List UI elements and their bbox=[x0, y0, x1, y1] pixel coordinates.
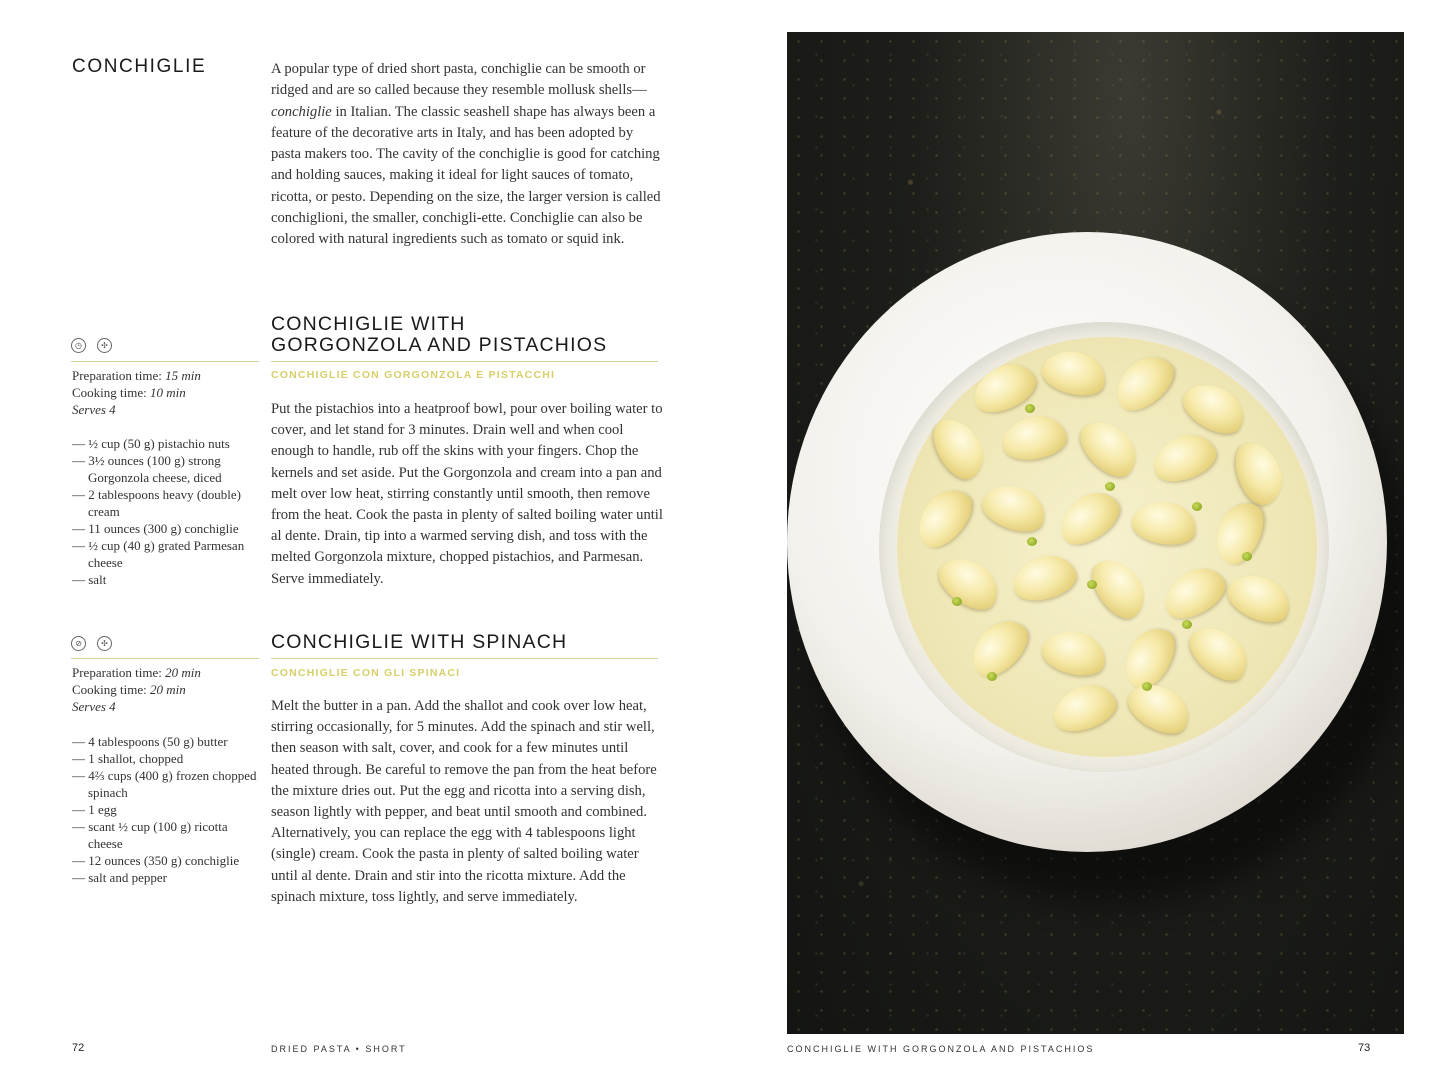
recipe1-title-rule bbox=[271, 361, 658, 362]
recipe2-side-rule bbox=[71, 658, 259, 659]
recipe1-title bbox=[271, 314, 671, 356]
cook-value: 10 min bbox=[150, 385, 186, 400]
pistachio-piece bbox=[1027, 537, 1037, 546]
pistachio-piece bbox=[1192, 502, 1202, 511]
pistachio-piece bbox=[1242, 552, 1252, 561]
pistachio-piece bbox=[987, 672, 997, 681]
recipe1-meta bbox=[72, 367, 262, 418]
recipe1-prep-time bbox=[72, 367, 262, 384]
cook-label: Cooking time: bbox=[72, 385, 150, 400]
recipe2-method: Melt the butter in a pan. Add the shallot and cook over low heat, stirring occasionally, for 5 minutes. Add the spinach and stir well, then season with salt, cover, and cook for a few minutes until heated through. Be careful to remove the pan from the heat before the mixture dries out. Put the egg and ricotta into a serving dish, season lightly with pepper, and beat until smooth and combined. Alternatively, you can replace the egg with 4 tablespoons light (single) cream. Cook the pasta in plenty of salted boiling water until al dente. Drain and stir into the ricotta mixture. Add the spinach mixture, toss lightly, and serve immediately. bbox=[271, 698, 657, 905]
recipe2-subtitle: CONCHIGLIE CON GLI SPINACI bbox=[271, 667, 461, 679]
cook-label: Cooking time: bbox=[72, 682, 150, 697]
ingredient-item: — 3½ ounces (100 g) strong Gorgonzola cheese, diced bbox=[72, 452, 262, 486]
prep-value: 20 min bbox=[165, 665, 201, 680]
intro-text-end: in Italian. The classic seashell shape has always been a feature of the decorative arts in Italy, and has been adopted by pasta makers too. The cavity of the conchiglie is good for catching and holding sauces, making it ideal for light sauces of tomato, ricotta, or pesto. Depending on the size, the larger version is called conchiglioni, the smaller, conchigli-ette. Conchiglie can also be colored with natural ingredients such as tomato or squid ink. bbox=[271, 103, 661, 248]
recipe1-title-line1: CONCHIGLIE WITH bbox=[271, 313, 466, 335]
ingredient-item: — 4 tablespoons (50 g) butter bbox=[72, 733, 262, 750]
recipe2-icons bbox=[71, 636, 112, 651]
cook-value: 20 min bbox=[150, 682, 186, 697]
recipe2-prep-time bbox=[72, 664, 262, 681]
recipe2-title bbox=[271, 632, 671, 653]
recipe2-ingredients bbox=[72, 733, 262, 886]
ingredient-item: — salt and pepper bbox=[72, 869, 262, 886]
section-title: CONCHIGLIE bbox=[72, 56, 207, 77]
prep-value: 15 min bbox=[165, 368, 201, 383]
ingredient-item: — ½ cup (50 g) pistachio nuts bbox=[72, 435, 262, 452]
intro-text-start: A popular type of dried short pasta, conchiglie can be smooth or ridged and are so called because they resemble mollusk shells— bbox=[271, 61, 647, 99]
ingredient-item: — 2 tablespoons heavy (double) cream bbox=[72, 486, 262, 520]
pistachio-piece bbox=[1182, 620, 1192, 629]
recipe1-title-line2: GORGONZOLA AND PISTACHIOS bbox=[271, 334, 608, 356]
recipe2-meta bbox=[72, 664, 262, 715]
bowl-of-conchiglie-pasta-photo bbox=[787, 32, 1404, 1034]
wheel-icon: ✣ bbox=[97, 636, 112, 651]
ingredient-item: — salt bbox=[72, 571, 262, 588]
recipe1-method: Put the pistachios into a heatproof bowl, pour over boiling water to cover, and let stand for 3 minutes. Drain well and when cool enough to handle, rub off the skins with your fingers. Chop the kernels and set aside. Put the Gorgonzola and cream into a pan and melt over low heat, stirring constantly until smooth, then remove from the heat. Cook the pasta in plenty of salted boiling water until al dente. Drain, tip into a warmed serving dish, and toss with the melted Gorgonzola mixture, chopped pistachios, and Parmesan. Serve immediately. bbox=[271, 401, 663, 587]
recipe1-ingredients bbox=[72, 435, 262, 588]
ingredient-item: — 12 ounces (350 g) conchiglie bbox=[72, 852, 262, 869]
recipe2-title-rule bbox=[271, 658, 658, 659]
pistachio-piece bbox=[1105, 482, 1115, 491]
recipe1-icons bbox=[71, 338, 112, 353]
clock-icon: ◷ bbox=[71, 338, 86, 353]
ingredient-item: — 1 shallot, chopped bbox=[72, 750, 262, 767]
page-number-left: 72 bbox=[72, 1042, 85, 1054]
ingredient-item: — 1 egg bbox=[72, 801, 262, 818]
ingredient-item: — 11 ounces (300 g) conchiglie bbox=[72, 520, 262, 537]
pistachio-piece bbox=[1025, 404, 1035, 413]
pistachio-piece bbox=[1087, 580, 1097, 589]
page-number-right: 73 bbox=[1358, 1042, 1371, 1054]
ingredient-item: — ½ cup (40 g) grated Parmesan cheese bbox=[72, 537, 262, 571]
recipe1-serves: Serves 4 bbox=[72, 402, 116, 417]
intro-paragraph bbox=[271, 59, 663, 251]
ingredient-item: — scant ½ cup (100 g) ricotta cheese bbox=[72, 818, 262, 852]
wheel-icon: ✣ bbox=[97, 338, 112, 353]
prep-label: Preparation time: bbox=[72, 665, 166, 680]
pistachio-piece bbox=[952, 597, 962, 606]
prep-label: Preparation time: bbox=[72, 368, 166, 383]
photo-caption: CONCHIGLIE WITH GORGONZOLA AND PISTACHIOS bbox=[787, 1044, 1095, 1054]
recipe1-subtitle: CONCHIGLIE CON GORGONZOLA E PISTACCHI bbox=[271, 369, 556, 381]
recipe2-serves: Serves 4 bbox=[72, 699, 116, 714]
ingredient-item: — 4⅔ cups (400 g) frozen chopped spinach bbox=[72, 767, 262, 801]
recipe1-side-rule bbox=[71, 361, 259, 362]
recipe2-cook-time bbox=[72, 681, 262, 698]
recipe1-cook-time bbox=[72, 384, 262, 401]
vegetarian-icon: ⊘ bbox=[71, 636, 86, 651]
pistachio-piece bbox=[1142, 682, 1152, 691]
intro-italic-word: conchiglie bbox=[271, 103, 332, 120]
recipe2-title-line1: CONCHIGLIE WITH SPINACH bbox=[271, 631, 568, 653]
running-head: DRIED PASTA • SHORT bbox=[271, 1044, 407, 1054]
